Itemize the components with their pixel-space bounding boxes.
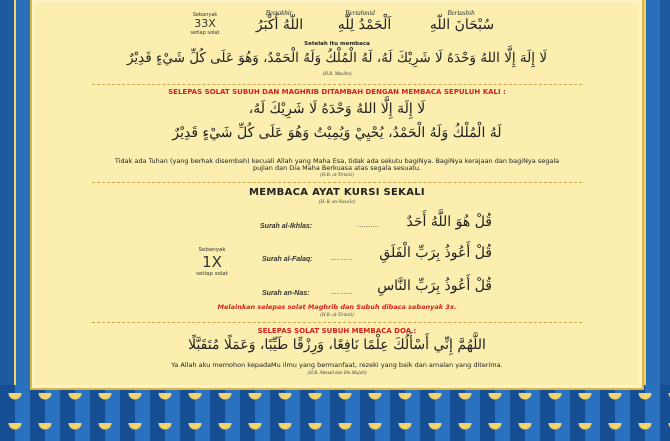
translation-tahlil: Tidak ada Tuhan (yang berhak disembah) kecuali Allah yang Maha Esa, tidak ada sekutu bagiNya. BagiNya kerajaan dan bagiNya segala pujian dan Dia Maha Berkuasa atas segala sesuatu. [114,157,560,172]
surah-label-nas: Surah an-Nas: [262,290,310,297]
ref-tirmizi: (H.R. at-Tirmizi) [320,173,354,178]
dots-nas: .......... [330,288,353,296]
divider-2 [92,182,582,183]
arabic-tahmid: اَلْحَمْدُ لِلّهِ [337,17,392,33]
arabic-nas: قُلْ أَعُوذُ بِرَبِّ النَّاسِ [377,278,492,294]
dots-ikhlas: .......... [357,221,380,229]
translation-doa: Ya Allah aku memohon kepadaMu ilmu yang bermanfaat, rezeki yang baik dan amalan yang diterima. [171,361,503,369]
count-33: 33X [194,17,216,30]
setiap-solat-top: setiap solat [190,30,220,36]
surah-label-falaq: Surah al-Falaq: [262,256,313,263]
label-bertakbir: Bertakbir [265,9,293,17]
arabic-doa: اللَّهُمَّ إِنِّي أَسْأَلُكَ عِلْمًا نَافِعًا، وَرِزْقًا طَيِّبًا، وَعَمَلًا مُتَقَبَّلًا [188,337,486,353]
arabic-takbir: اللّهُ أَكْبَرُ [255,17,304,33]
dots-falaq: .......... [330,254,353,262]
divider-3 [92,322,582,323]
setiap-solat-label: setiap solat [196,271,228,277]
content-panel [30,0,644,390]
arabic-line1: لَا إِلَهَ إِلَّا اللهُ وَحْدَهُ لَا شَرِيْكَ لَهُ، [248,101,426,117]
heading-ayat-kursi: MEMBACA AYAT KURSI SEKALI [249,187,425,198]
divider-1 [92,84,582,85]
heading-doa-subuh: SELEPAS SOLAT SUBUH MEMBACA DOA : [257,327,417,335]
heading-subuh-maghrib: SELEPAS SOLAT SUBUH DAN MAGHRIB DITAMBAH DENGAN MEMBACA SEPULUH KALI : [168,88,506,96]
arabic-falaq: قُلْ أَعُوذُ بِرَبِّ الْفَلَقِ [379,245,492,261]
label-bertasbih: Bertasbih [447,9,475,17]
note-maghrib-subuh: Melainkan selepas solat Maghrib dan Subuh dibaca sebanyak 3x. [217,303,457,311]
setelah-label: Setelah itu membaca [304,41,370,47]
arabic-tasbih: سُبْحَانَ اللّهِ [429,17,495,33]
surah-label-ikhlas: Surah al-Ikhlas: [260,223,313,230]
count-1: 1X [202,253,222,271]
arabic-line2: لَهُ الْمُلْكُ وَلَهُ الْحَمْدُ، يُحْيِيْ وَيُمِيْتُ وَهُوَ عَلَى كُلِّ شَيْءٍ قَدِيْرٌ [172,125,502,141]
ref-muslim: (H.R. Muslim) [322,72,352,77]
arabic-ikhlas: قُلْ هُوَ اللَّهُ أَحَدٌ [406,214,492,230]
sebanyak-label: Sebanyak [198,247,226,253]
label-bertahmid: Bertahmid [345,9,375,17]
ref-nasaie: (H. R. an-Nasa'ie) [318,200,356,205]
ref-ahmad-ibn-majah: (H.R. Ahmad dan Ibn Majah) [307,371,367,376]
ref-tirmizi-2: (H.R. al-Tirmizi) [320,313,354,318]
arabic-tahlil: لَا إِلَهَ إِلَّا اللهُ وَحْدَهُ لَا شَرِيْكَ لَهُ، لَهُ الْمُلْكُ وَلَهُ الْحَمْدُ، وَهُوَ عَلَى كُلِّ شَيْءٍ قَدِيْرٌ [126,50,548,66]
sebanyak-label-top: Sebanyak [192,12,218,18]
